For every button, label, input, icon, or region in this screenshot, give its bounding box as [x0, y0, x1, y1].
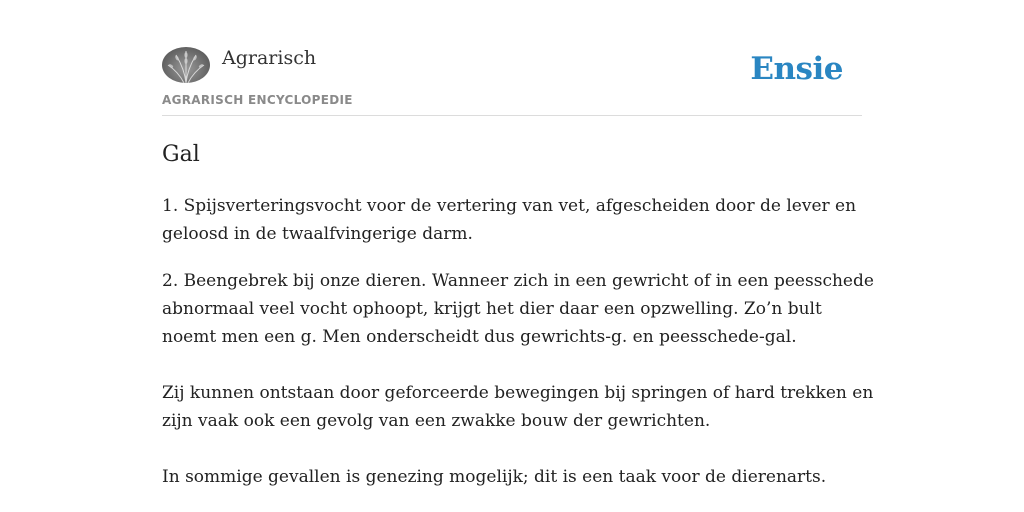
paragraph-line: abnormaal veel vocht ophoopt, krijgt het dier daar een opzwelling. Zo’n bult	[162, 299, 822, 319]
site-header	[162, 0, 862, 116]
paragraph-line: Zij kunnen ontstaan door geforceerde bewegingen bij springen of hard trekken en	[162, 383, 874, 403]
site-subtitle: AGRARISCH ENCYCLOPEDIE	[162, 93, 353, 107]
spacer	[162, 248, 862, 267]
paragraph-line: zijn vaak ook een gevolg van een zwakke bouw der gewrichten.	[162, 411, 711, 431]
wheat-logo-icon[interactable]	[162, 47, 210, 83]
paragraph-line: geloosd in de twaalfvingerige darm.	[162, 224, 473, 244]
brand-logo[interactable]: Ensie	[750, 51, 843, 87]
paragraph-line: noemt men een g. Men onderscheidt dus gewrichts-g. en peesschede-gal.	[162, 327, 797, 347]
site-name[interactable]: Agrarisch	[222, 47, 317, 69]
main-container	[162, 0, 874, 487]
paragraph-line: In sommige gevallen is genezing mogelijk; dit is een taak voor de dierenarts.	[162, 467, 827, 487]
paragraph-line: 2. Beengebrek bij onze dieren. Wanneer zich in een gewricht of in een peesschede	[162, 271, 874, 291]
spacer	[162, 435, 862, 463]
spacer	[162, 351, 862, 379]
page-title: Gal	[162, 142, 200, 167]
article-body	[162, 192, 874, 491]
paragraph-line: 1. Spijsverteringsvocht voor de vertering van vet, afgescheiden door de lever en	[162, 196, 857, 216]
